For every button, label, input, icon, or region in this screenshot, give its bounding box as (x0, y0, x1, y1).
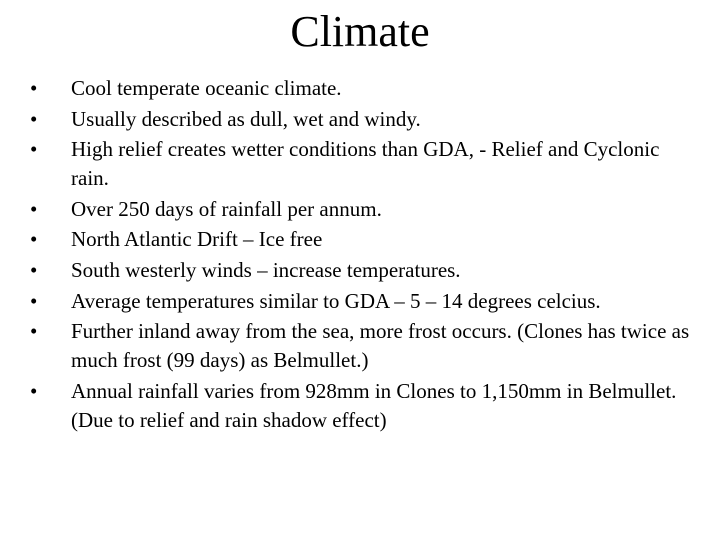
list-item (30, 195, 700, 224)
bullet-text: Over 250 days of rainfall per annum. (71, 196, 382, 221)
bullet-text: Average temperatures similar to GDA – 5 – 14 degrees celcius. (71, 288, 601, 313)
list-item (30, 287, 700, 316)
list-item (30, 317, 700, 375)
bullet-list (30, 74, 700, 436)
bullet-icon: • (30, 196, 38, 221)
bullet-text: Usually described as dull, wet and windy. (71, 106, 421, 131)
bullet-icon: • (30, 319, 38, 344)
bullet-text: Cool temperate oceanic climate. (71, 76, 342, 100)
list-item (30, 74, 700, 103)
bullet-text: High relief creates wetter conditions than GDA, - Relief and Cyclonic rain. (71, 137, 660, 191)
bullet-icon: • (30, 137, 38, 162)
bullet-icon: • (30, 76, 38, 100)
bullet-text: Annual rainfall varies from 928mm in Clones to 1,150mm in Belmullet. (Due to relief and rain shadow effect) (71, 378, 677, 432)
bullet-icon: • (30, 227, 38, 252)
slide-title: Climate (290, 7, 430, 56)
list-item (30, 377, 700, 435)
bullet-text: North Atlantic Drift – Ice free (71, 227, 323, 252)
bullet-icon: • (30, 288, 38, 313)
bullet-text: Further inland away from the sea, more frost occurs. (Clones has twice as much frost (99 days) as Belmullet.) (71, 319, 690, 373)
bullet-icon: • (30, 257, 38, 282)
list-item (30, 256, 700, 285)
list-item (30, 135, 700, 193)
bullet-icon: • (30, 106, 38, 131)
bullet-icon: • (30, 378, 38, 403)
bullet-text: South westerly winds – increase temperatures. (71, 257, 461, 282)
list-item (30, 225, 700, 254)
list-item (30, 105, 700, 134)
